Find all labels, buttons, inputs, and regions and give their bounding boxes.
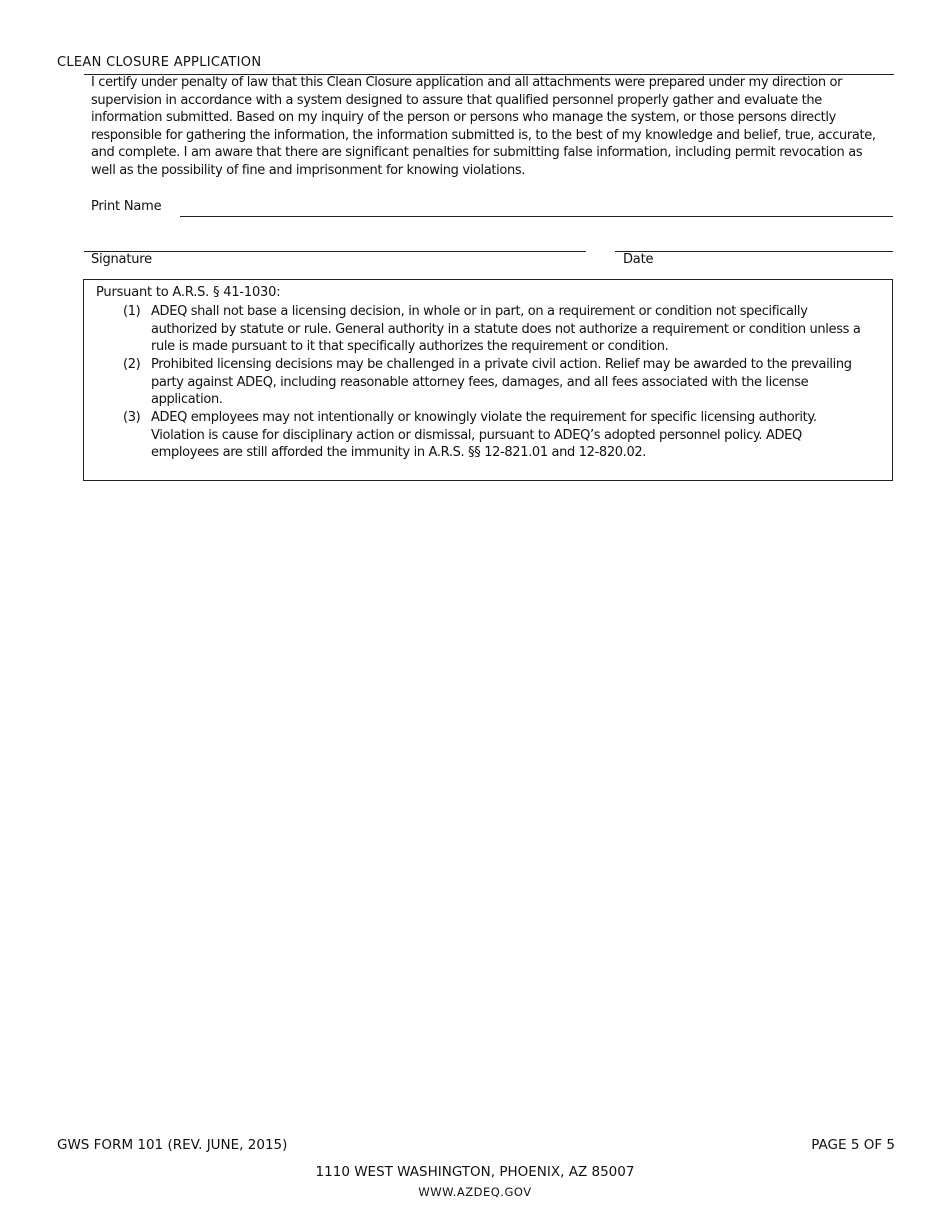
signature-label: Signature (91, 252, 152, 267)
statute-item-number: (3) (123, 410, 141, 425)
page-number: PAGE 5 OF 5 (811, 1137, 895, 1153)
form-section-title: CLEAN CLOSURE APPLICATION (57, 55, 262, 70)
statute-item-text: ADEQ employees may not intentionally or knowingly violate the requirement for specific licensing authority. Violation is cause for disciplinary action or dismissal, pursuant to ADEQ’s adopted personnel policy. ADEQ employees are still afforded the immunity in A.R.S. §§ 12-821.01 and 12-820.02. (151, 410, 817, 461)
statute-item-text: ADEQ shall not base a licensing decision, in whole or in part, on a requirement or condition not specifically authorized by statute or rule. General authority in a statute does not authorize a requirement or condition unless a rule is made pursuant to it that specifically authorizes the requirement or condition. (151, 304, 861, 355)
signature-line[interactable] (84, 251, 586, 252)
statute-notice-box (83, 279, 893, 481)
statute-item-number: (2) (123, 357, 141, 372)
print-name-label: Print Name (91, 199, 162, 214)
statute-item-number: (1) (123, 304, 141, 319)
certification-statement: I certify under penalty of law that this Clean Closure application and all attachments were prepared under my direction or supervision in accordance with a system designed to assure that qualified personnel properly gather and evaluate the information submitted. Based on my inquiry of the person or persons who manage the system, or those persons directly responsible for gathering the information, the information submitted is, to the best of my knowledge and belief, true, accurate, and complete. I am aware that there are significant penalties for submitting false information, including permit revocation as well as the possibility of fine and imprisonment for knowing violations. (91, 75, 876, 178)
agency-address: 1110 WEST WASHINGTON, PHOENIX, AZ 85007 (315, 1164, 635, 1180)
form-id: GWS FORM 101 (REV. JUNE, 2015) (57, 1137, 288, 1153)
print-name-line[interactable] (180, 216, 893, 217)
statute-item-text: Prohibited licensing decisions may be challenged in a private civil action. Relief may be awarded to the prevailing party against ADEQ, including reasonable attorney fees, damages, and all fees associated with the license application. (151, 357, 852, 408)
statute-heading: Pursuant to A.R.S. § 41-1030: (96, 285, 281, 300)
agency-website[interactable]: WWW.AZDEQ.GOV (418, 1185, 532, 1199)
date-label: Date (623, 252, 654, 267)
date-line[interactable] (615, 251, 893, 252)
